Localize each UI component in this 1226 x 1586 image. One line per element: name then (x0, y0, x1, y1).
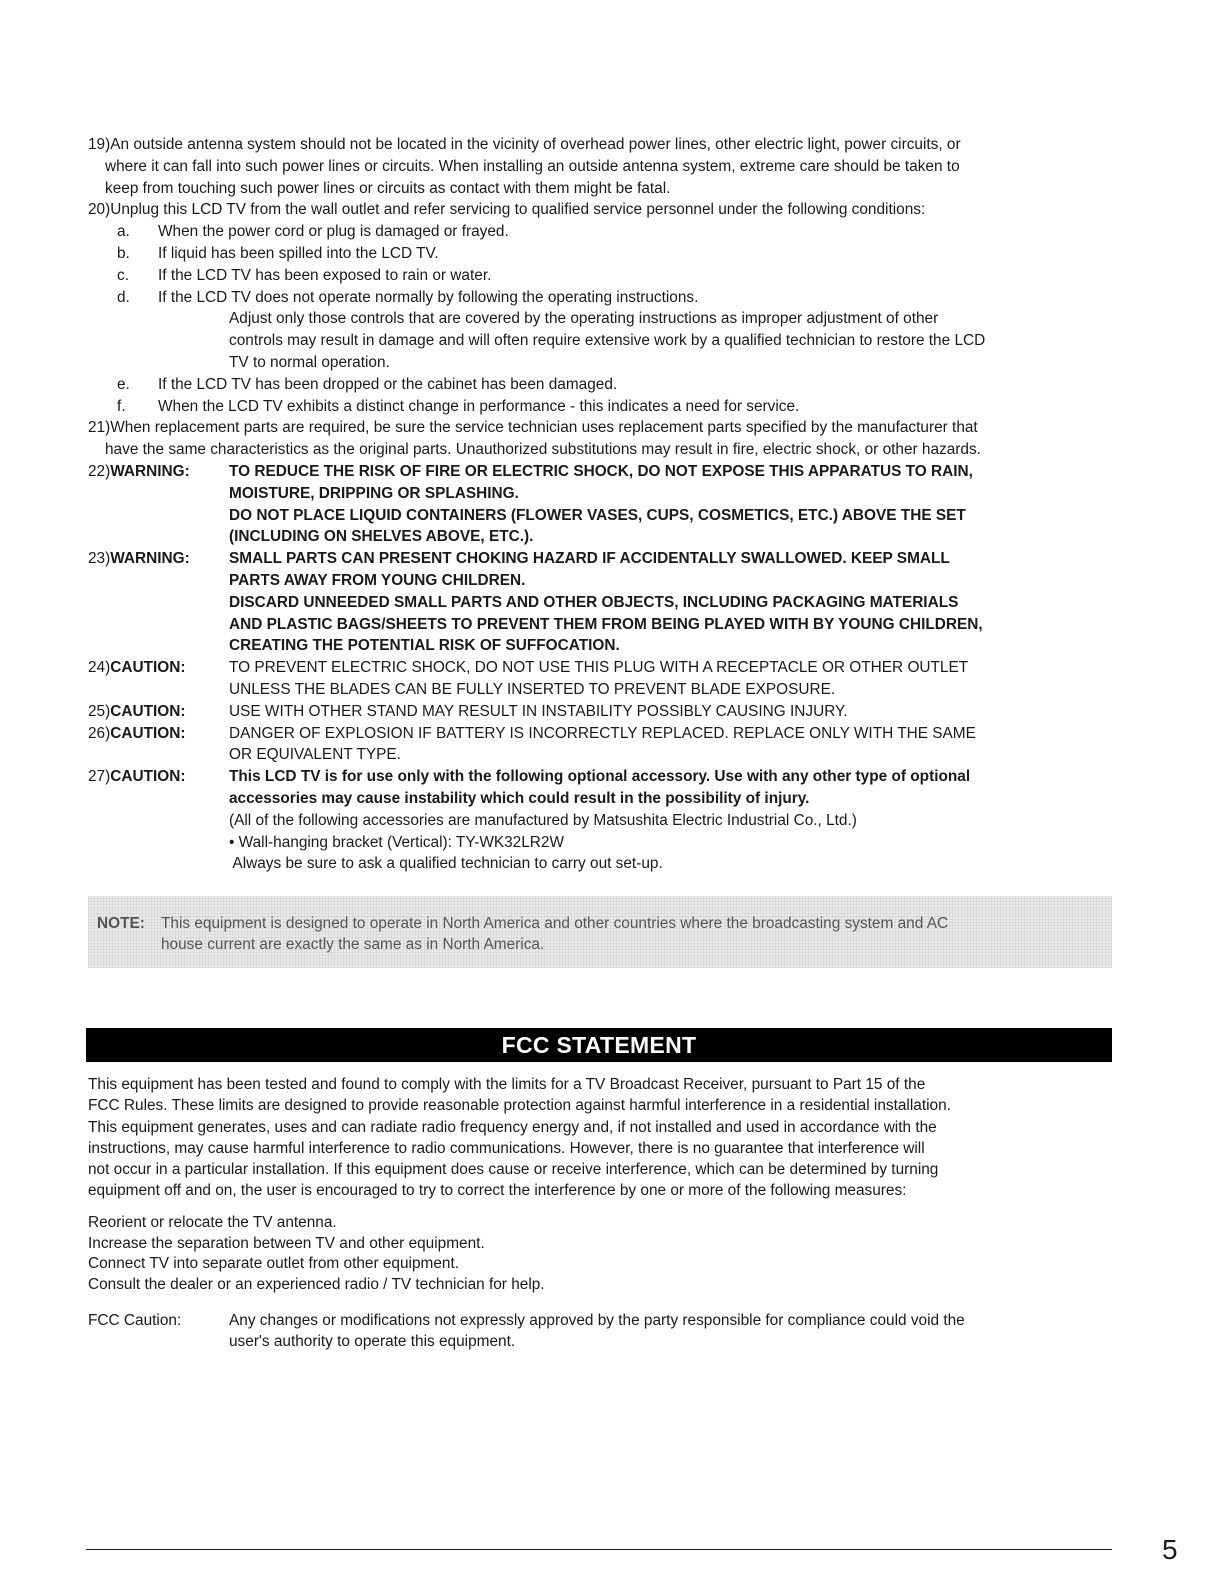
caution-line: USE WITH OTHER STAND MAY RESULT IN INSTABILITY POSSIBLY CAUSING INJURY. (229, 702, 848, 720)
fcc-paragraph-line: This equipment generates, uses and can radiate radio frequency energy and, if not installed and used in accordance with the (88, 1118, 937, 1136)
caution-label: CAUTION: (110, 724, 186, 742)
sub-item-label: c. (117, 266, 129, 284)
fcc-paragraph (88, 1074, 1118, 1202)
item-label (88, 701, 229, 723)
sub-item-d-note: Adjust only those controls that are covered by the operating instructions as improper adjustment of other (229, 310, 939, 328)
sub-item-label: b. (117, 244, 130, 262)
sub-item-text: When the LCD TV exhibits a distinct change in performance - this indicates a need for service. (158, 397, 800, 415)
item-number: 23) (88, 550, 111, 568)
warning-line: PARTS AWAY FROM YOUNG CHILDREN. (229, 571, 526, 589)
warning-line: DISCARD UNNEEDED SMALL PARTS AND OTHER OBJECTS, INCLUDING PACKAGING MATERIALS (229, 593, 959, 611)
item-text: Unplug this LCD TV from the wall outlet and refer servicing to qualified service personnel under the following conditions: (110, 201, 926, 219)
fcc-caution (88, 1311, 1118, 1352)
sub-item-a (88, 221, 1112, 243)
note-text: This equipment is designed to operate in North America and other countries where the broadcasting system and AC (161, 915, 949, 932)
sub-item-d-note: TV to normal operation. (229, 353, 390, 371)
caution-line: TO PREVENT ELECTRIC SHOCK, DO NOT USE THIS PLUG WITH A RECEPTACLE OR OTHER OUTLET (229, 659, 969, 677)
caution-label: CAUTION: (110, 702, 186, 720)
item-number: 27) (88, 768, 111, 786)
item-21 (88, 417, 1112, 439)
item-text (229, 766, 1112, 875)
sub-item-text: If the LCD TV has been exposed to rain or water. (158, 266, 492, 284)
fcc-paragraph-line: equipment off and on, the user is encouraged to try to correct the interference by one or more of the following measures: (88, 1182, 907, 1200)
note-label: NOTE: (97, 915, 145, 932)
item-label (88, 548, 229, 657)
caution-line: Always be sure to ask a qualified technician to carry out set-up. (229, 855, 663, 873)
sub-item-d-note: controls may result in damage and will often require extensive work by a qualified technician to restore the LCD (229, 332, 986, 350)
fcc-caution-text (229, 1311, 1118, 1352)
caution-line: DANGER OF EXPLOSION IF BATTERY IS INCORRECTLY REPLACED. REPLACE ONLY WITH THE SAME (229, 724, 976, 742)
sub-item-label: a. (117, 223, 130, 241)
caution-line: accessories may cause instability which could result in the possibility of injury. (229, 789, 810, 807)
item-text (229, 657, 1112, 701)
item-19-continuation: where it can fall into such power lines or circuits. When installing an outside antenna system, extreme care should be taken to (105, 157, 960, 175)
fcc-paragraph-line: FCC Rules. These limits are designed to provide reasonable protection against harmful interference in a residential installation. (88, 1097, 951, 1115)
warning-label: WARNING: (110, 462, 190, 480)
fcc-caution-line: Any changes or modifications not expressly approved by the party responsible for compliance could void the (229, 1312, 965, 1329)
note-box (88, 896, 1112, 968)
item-25 (88, 701, 1112, 723)
fcc-statement-heading: FCC STATEMENT (86, 1028, 1112, 1062)
note-indent (97, 934, 161, 955)
accessory-line: • Wall-hanging bracket (Vertical): TY-WK32LR2W (229, 833, 564, 851)
item-19-continuation: keep from touching such power lines or circuits as contact with them might be fatal. (105, 179, 671, 197)
note-line (97, 913, 1087, 934)
item-24 (88, 657, 1112, 701)
fcc-measure: Consult the dealer or an experienced radio / TV technician for help. (88, 1275, 545, 1293)
item-number: 24) (88, 659, 111, 677)
caution-label: CAUTION: (110, 659, 186, 677)
item-20 (88, 199, 1112, 221)
note-content (97, 913, 1087, 955)
fcc-caution-line: user's authority to operate this equipment. (229, 1332, 516, 1350)
fcc-paragraph-line: This equipment has been tested and found to comply with the limits for a TV Broadcast Receiver, pursuant to Part 15 of the (88, 1076, 926, 1093)
sub-item-b (88, 243, 1112, 265)
item-text (229, 701, 1112, 723)
caution-line: (All of the following accessories are manufactured by Matsushita Electric Industrial Co., Ltd.) (229, 811, 857, 829)
item-number: 19) (88, 136, 111, 153)
item-19 (88, 134, 1112, 156)
warning-line: SMALL PARTS CAN PRESENT CHOKING HAZARD IF ACCIDENTALLY SWALLOWED. KEEP SMALL (229, 550, 950, 568)
warning-line: TO REDUCE THE RISK OF FIRE OR ELECTRIC SHOCK, DO NOT EXPOSE THIS APPARATUS TO RAIN, (229, 462, 973, 480)
item-number: 26) (88, 724, 111, 742)
item-text (229, 461, 1112, 548)
sub-item-label: e. (117, 375, 130, 393)
note-text: house current are exactly the same as in North America. (161, 936, 545, 953)
fcc-measures-list (88, 1213, 1118, 1295)
fcc-measure: Increase the separation between TV and other equipment. (88, 1234, 485, 1252)
item-text (229, 548, 1112, 657)
item-number: 20) (88, 201, 111, 219)
item-number: 25) (88, 702, 111, 720)
item-text: An outside antenna system should not be located in the vicinity of overhead power lines, other electric light, power circuits, or (110, 136, 961, 153)
note-line (97, 934, 1087, 955)
item-label (88, 657, 229, 701)
item-label (88, 461, 229, 548)
item-label (88, 766, 229, 875)
fcc-caution-label: FCC Caution: (88, 1312, 182, 1329)
fcc-measure: Connect TV into separate outlet from other equipment. (88, 1255, 460, 1272)
safety-items-list (88, 134, 1112, 875)
warning-line: CREATING THE POTENTIAL RISK OF SUFFOCATION. (229, 637, 620, 655)
item-23 (88, 548, 1112, 657)
sub-item-e (88, 374, 1112, 396)
sub-item-c (88, 265, 1112, 287)
item-text: When replacement parts are required, be sure the service technician uses replacement parts specified by the manufacturer that (110, 419, 978, 437)
sub-item-text: When the power cord or plug is damaged or frayed. (158, 223, 509, 241)
fcc-paragraph-line: instructions, may cause harmful interference to radio communications. However, there is no guarantee that interference will (88, 1139, 925, 1157)
item-text (229, 723, 1112, 767)
sub-item-text: If liquid has been spilled into the LCD TV. (158, 244, 439, 262)
caution-line: OR EQUIVALENT TYPE. (229, 746, 401, 764)
warning-line: (INCLUDING ON SHELVES ABOVE, ETC.). (229, 528, 534, 546)
item-label (88, 723, 229, 767)
caution-line: This LCD TV is for use only with the following optional accessory. Use with any other type of optional (229, 768, 971, 786)
fcc-measure: Reorient or relocate the TV antenna. (88, 1214, 337, 1231)
page-number: 5 (1162, 1534, 1178, 1565)
warning-line: AND PLASTIC BAGS/SHEETS TO PREVENT THEM FROM BEING PLAYED WITH BY YOUNG CHILDREN, (229, 615, 983, 633)
item-27 (88, 766, 1112, 875)
sub-item-text: If the LCD TV has been dropped or the cabinet has been damaged. (158, 375, 618, 393)
item-26 (88, 723, 1112, 767)
sub-item-label: d. (117, 288, 130, 306)
warning-line: MOISTURE, DRIPPING OR SPLASHING. (229, 484, 519, 502)
caution-label: CAUTION: (110, 768, 186, 786)
sub-item-label: f. (117, 397, 126, 415)
warning-line: DO NOT PLACE LIQUID CONTAINERS (FLOWER VASES, CUPS, COSMETICS, ETC.) ABOVE THE SET (229, 506, 966, 524)
sub-item-d (88, 287, 1112, 309)
sub-item-text: If the LCD TV does not operate normally by following the operating instructions. (158, 288, 699, 306)
fcc-paragraph-line: not occur in a particular installation. If this equipment does cause or receive interference, which can be determined by turning (88, 1161, 939, 1179)
item-number: 22) (88, 462, 111, 480)
warning-label: WARNING: (110, 550, 190, 568)
caution-line: UNLESS THE BLADES CAN BE FULLY INSERTED TO PREVENT BLADE EXPOSURE. (229, 680, 836, 698)
footer-divider (86, 1549, 1112, 1550)
item-number: 21) (88, 419, 111, 437)
item-22 (88, 461, 1112, 548)
item-21-continuation: have the same characteristics as the original parts. Unauthorized substitutions may result in fire, electric shock, or other hazards. (105, 441, 981, 459)
sub-item-f (88, 396, 1112, 418)
